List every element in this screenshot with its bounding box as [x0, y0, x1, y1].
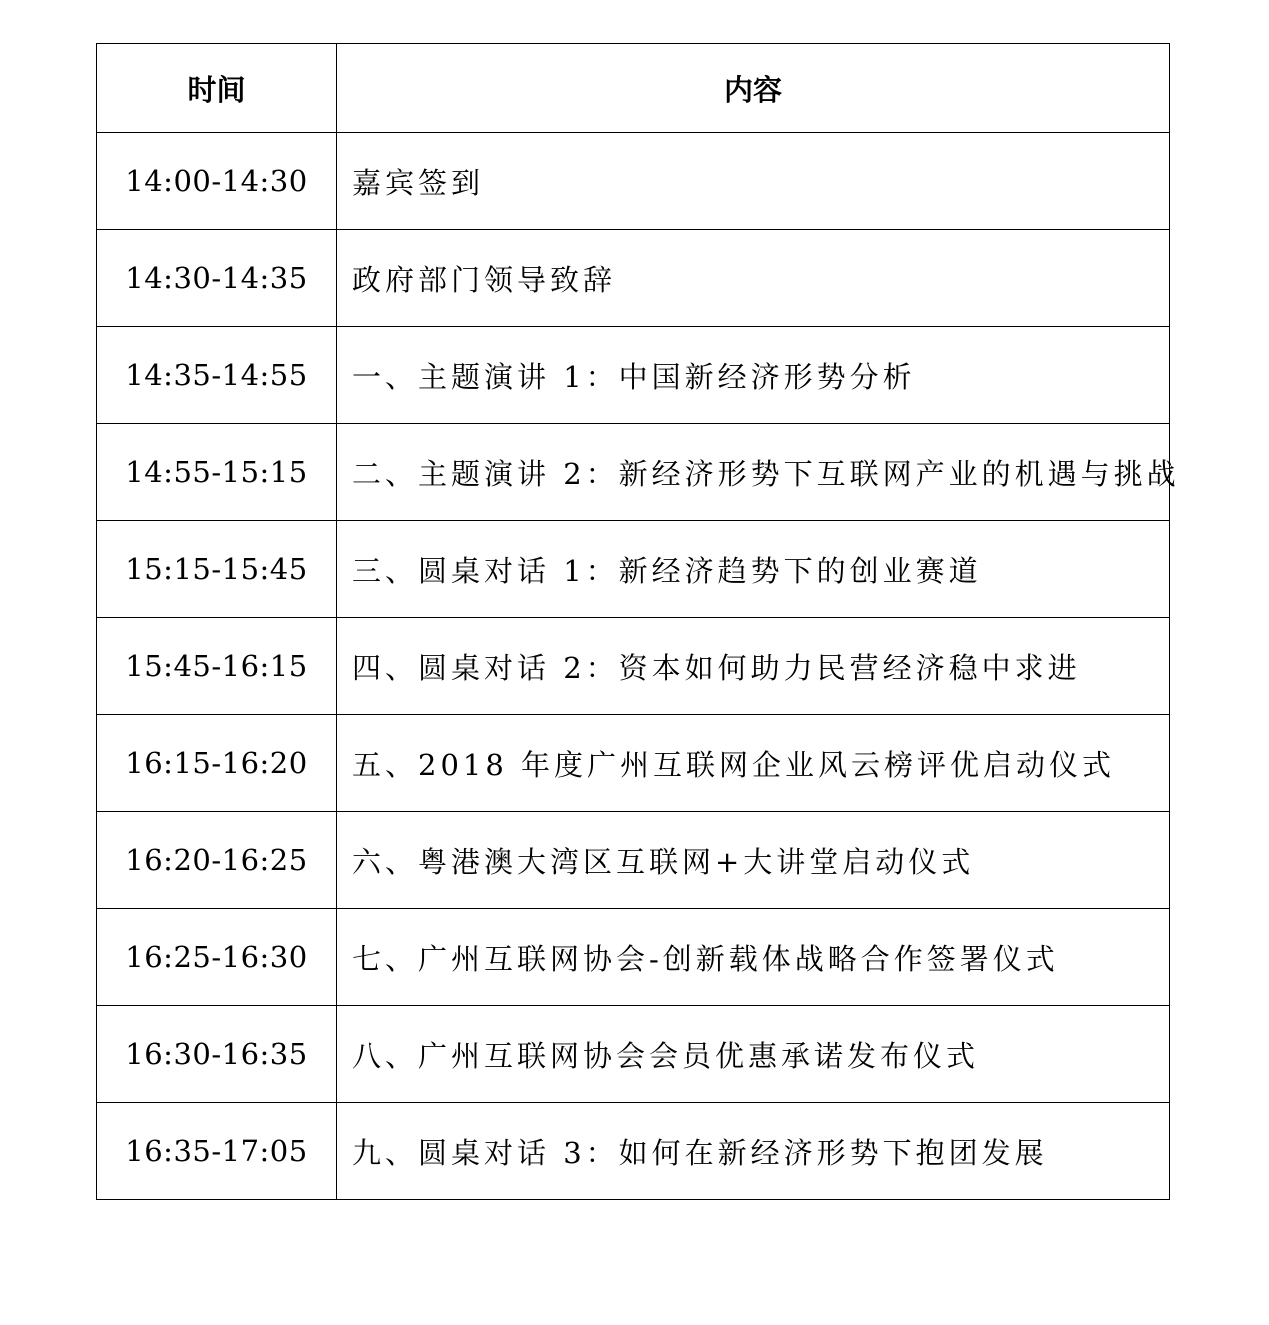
time-cell: 14:30-14:35 [97, 230, 337, 327]
content-cell: 七、广州互联网协会-创新载体战略合作签署仪式 [337, 909, 1170, 1006]
time-cell: 16:20-16:25 [97, 812, 337, 909]
time-cell: 16:35-17:05 [97, 1103, 337, 1200]
time-cell: 16:25-16:30 [97, 909, 337, 1006]
table-row [97, 618, 1170, 715]
content-cell: 二、主题演讲 2：新经济形势下互联网产业的机遇与挑战 [337, 424, 1170, 521]
table-row [97, 230, 1170, 327]
time-cell: 16:30-16:35 [97, 1006, 337, 1103]
table-row [97, 1006, 1170, 1103]
header-content: 内容 [337, 44, 1170, 133]
schedule-table [96, 43, 1180, 1200]
table-row [97, 327, 1170, 424]
time-cell: 15:15-15:45 [97, 521, 337, 618]
table-row [97, 909, 1170, 1006]
content-cell: 五、2018 年度广州互联网企业风云榜评优启动仪式 [337, 715, 1170, 812]
table-row [97, 133, 1170, 230]
header-row [97, 44, 1170, 133]
table-row [97, 521, 1170, 618]
content-cell: 九、圆桌对话 3：如何在新经济形势下抱团发展 [337, 1103, 1170, 1200]
table-row [97, 812, 1170, 909]
content-cell: 六、粤港澳大湾区互联网+大讲堂启动仪式 [337, 812, 1170, 909]
content-cell: 四、圆桌对话 2：资本如何助力民营经济稳中求进 [337, 618, 1170, 715]
content-cell: 八、广州互联网协会会员优惠承诺发布仪式 [337, 1006, 1170, 1103]
table-row [97, 1103, 1170, 1200]
content-cell: 嘉宾签到 [337, 133, 1170, 230]
time-cell: 14:55-15:15 [97, 424, 337, 521]
table-row [97, 715, 1170, 812]
content-cell: 三、圆桌对话 1：新经济趋势下的创业赛道 [337, 521, 1170, 618]
time-cell: 15:45-16:15 [97, 618, 337, 715]
header-time: 时间 [97, 44, 337, 133]
time-cell: 16:15-16:20 [97, 715, 337, 812]
content-cell: 政府部门领导致辞 [337, 230, 1170, 327]
time-cell: 14:35-14:55 [97, 327, 337, 424]
time-cell: 14:00-14:30 [97, 133, 337, 230]
table-row [97, 424, 1170, 521]
content-cell: 一、主题演讲 1：中国新经济形势分析 [337, 327, 1170, 424]
